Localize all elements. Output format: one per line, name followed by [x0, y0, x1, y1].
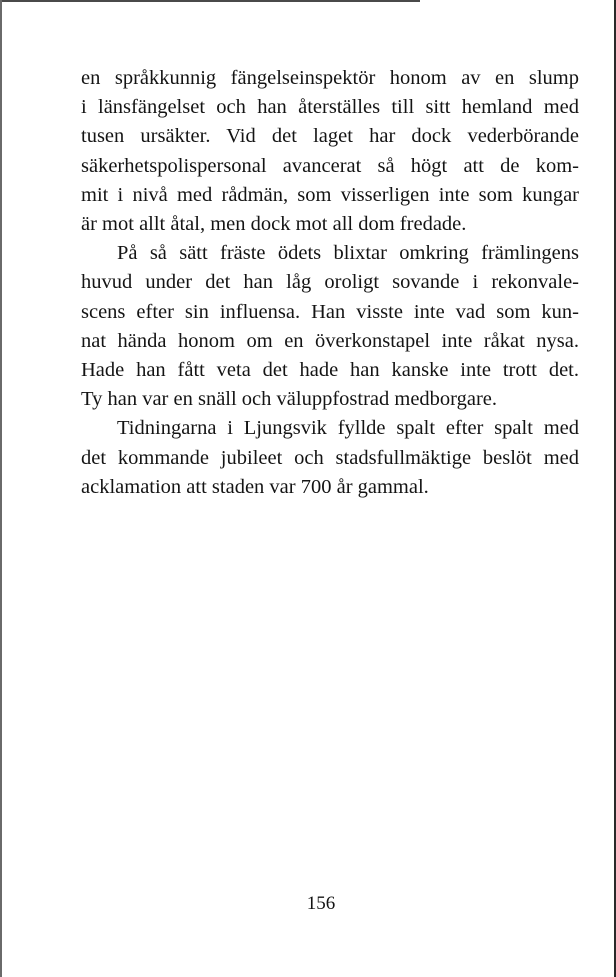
text-line: Tidningarna i Ljungsvik fyllde spalt efter spalt med [117, 417, 579, 440]
text-line: Ty han var en snäll och väluppfostrad medborgare. [81, 388, 498, 411]
scan-edge-left [0, 0, 2, 977]
text-line: i länsfängelset och han återställes till sitt hemland med [81, 96, 579, 119]
text-line: är mot allt åtal, men dock mot all dom fredade. [81, 213, 467, 236]
text-line: nat hända honom om en överkonstapel inte råkat nysa. [81, 329, 579, 352]
text-line: acklamation att staden var 700 år gammal. [81, 475, 429, 498]
paragraph-3 [81, 414, 579, 502]
scan-edge-top [0, 0, 420, 2]
text-line: huvud under det han låg oroligt sovande i rekonvale- [81, 271, 579, 294]
text-line: Hade han fått veta det hade han kanske inte trott det. [81, 359, 579, 382]
text-line: mit i nivå med rådmän, som visserligen inte som kungar [81, 183, 579, 206]
text-line: tusen ursäkter. Vid det laget har dock vederbörande [81, 125, 579, 148]
body-text [81, 64, 579, 502]
text-line: säkerhetspolispersonal avancerat så högt att de kom- [81, 154, 579, 177]
page-number: 156 [306, 893, 336, 914]
paragraph-1 [81, 64, 579, 239]
text-line: På så sätt fräste ödets blixtar omkring främlingens [117, 242, 579, 265]
text-line: det kommande jubileet och stadsfullmäktige beslöt med [81, 446, 579, 469]
paragraph-2 [81, 239, 579, 414]
text-line: scens efter sin influensa. Han visste inte vad som kun- [81, 300, 579, 323]
text-line: en språkkunnig fängelseinspektör honom av en slump [81, 67, 579, 89]
